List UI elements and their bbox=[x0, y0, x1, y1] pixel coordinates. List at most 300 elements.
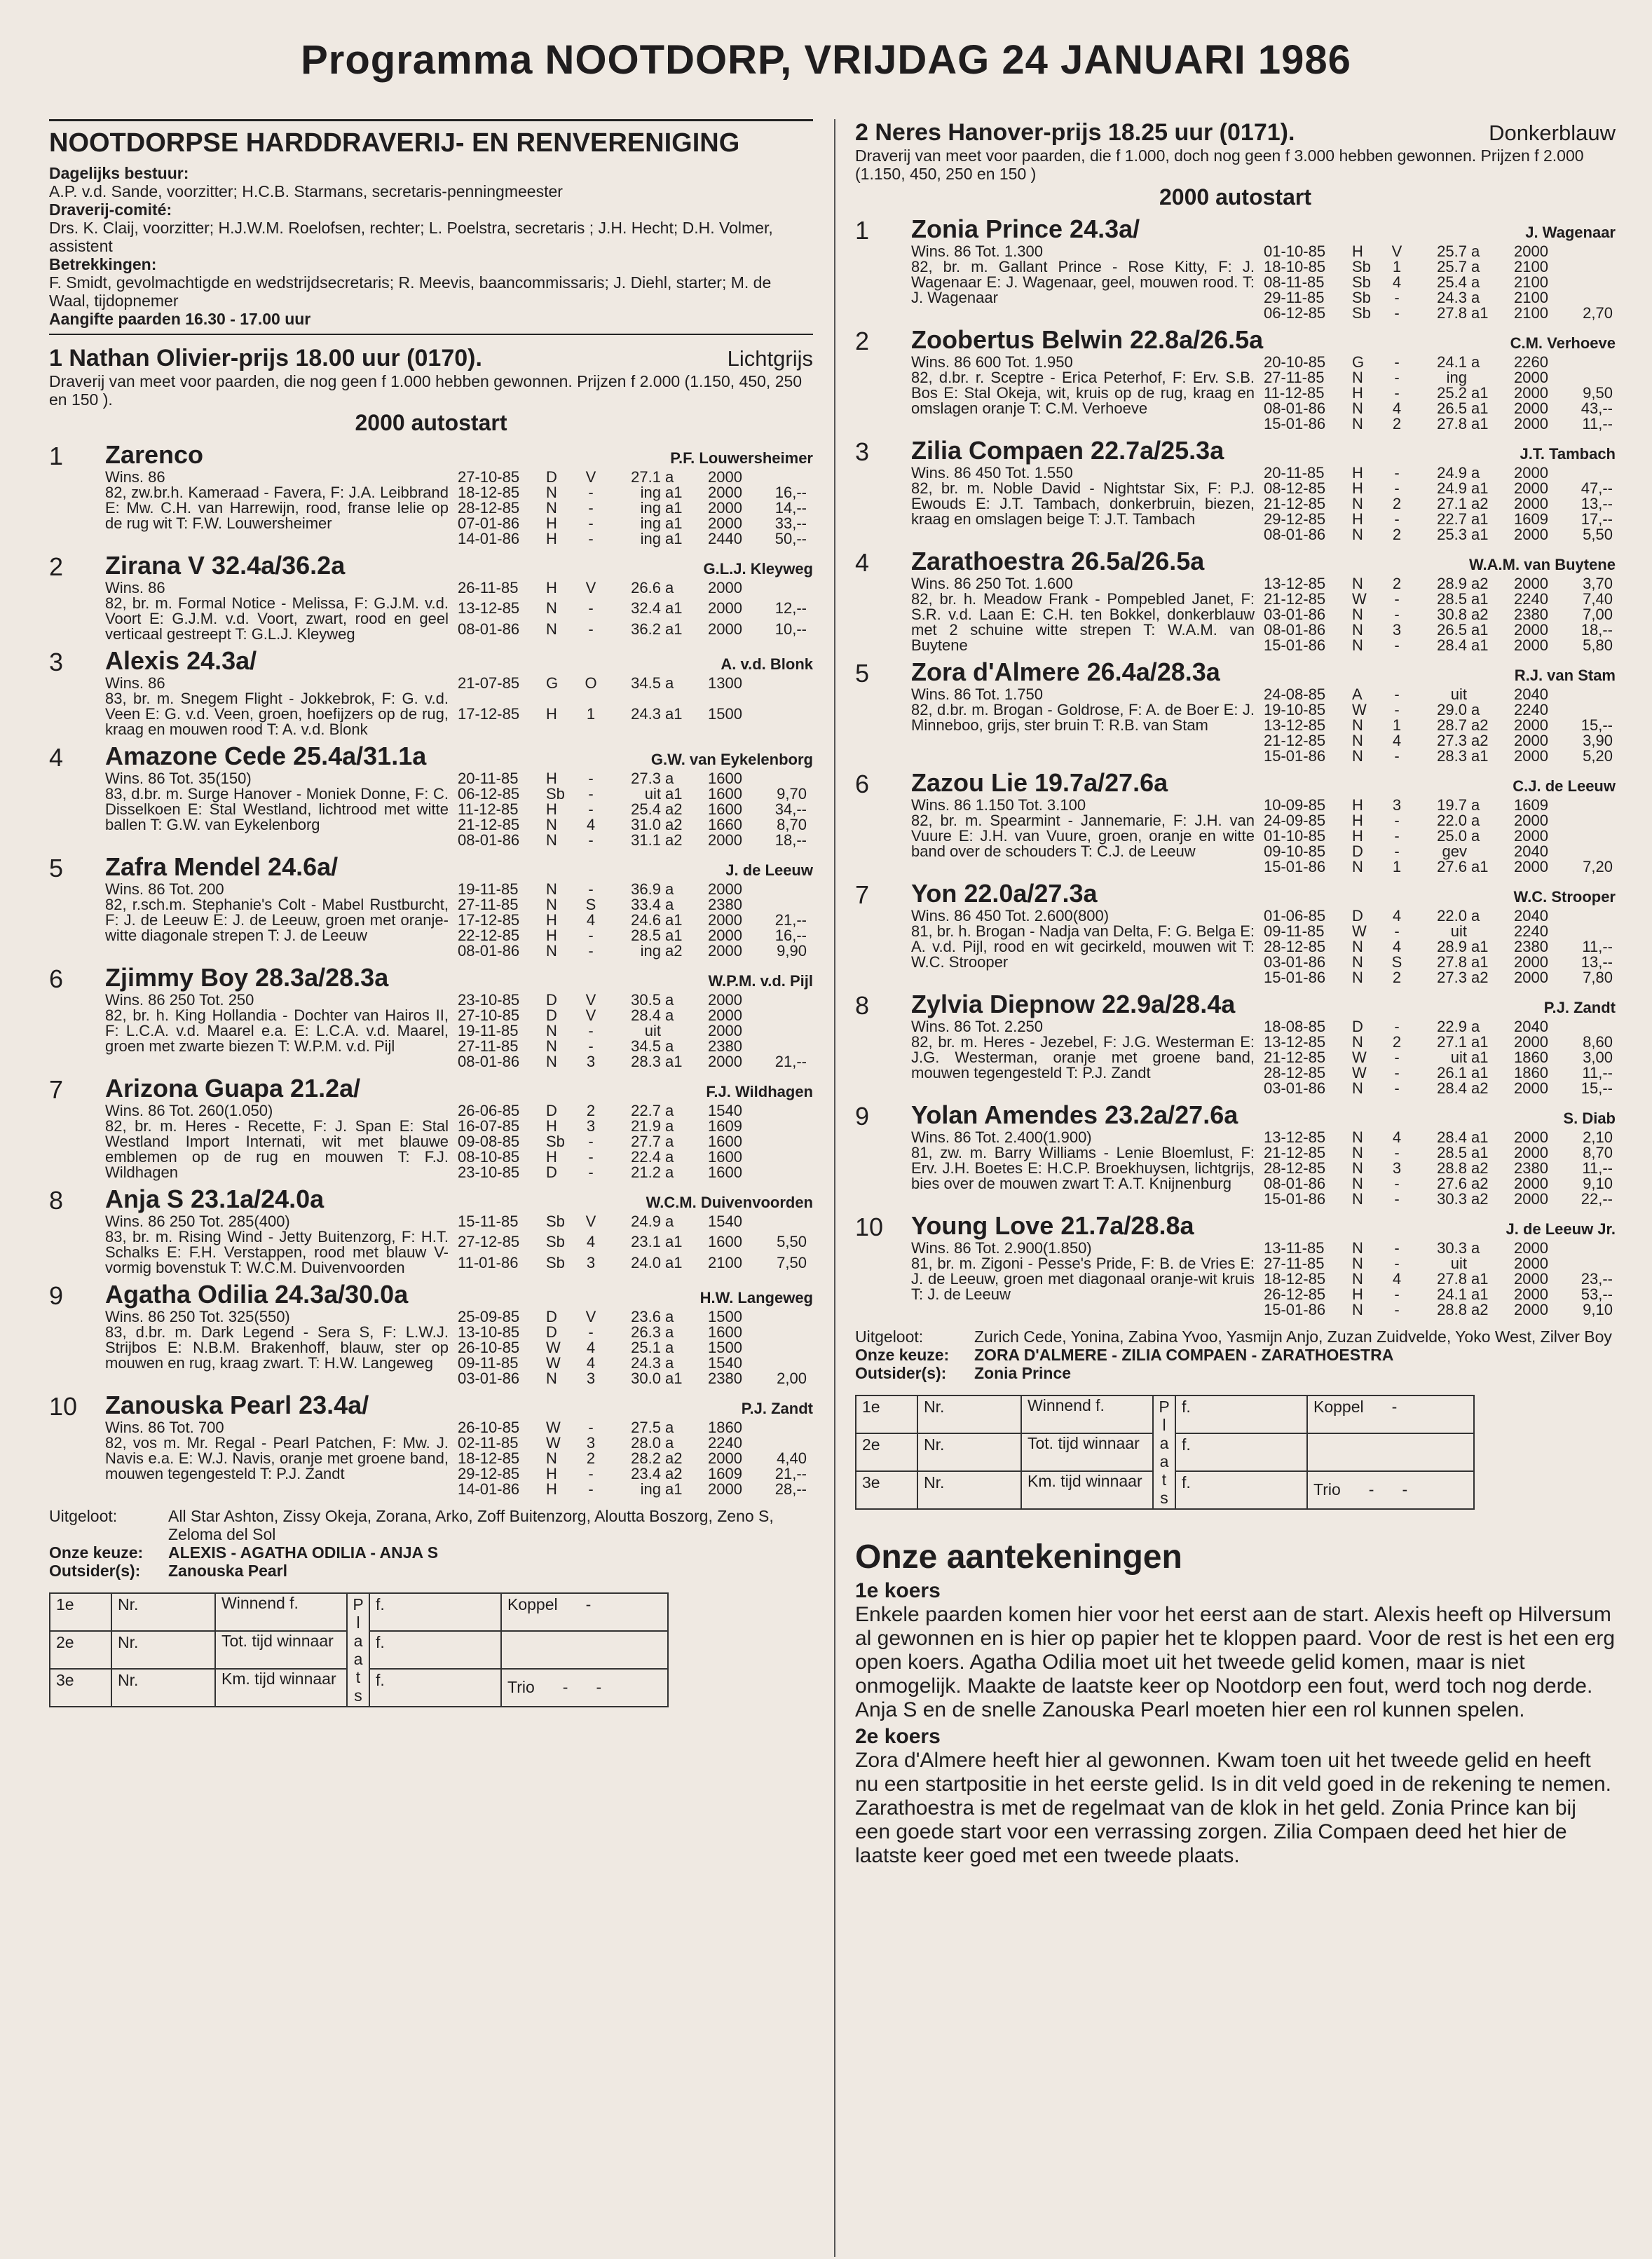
result-row bbox=[456, 1482, 809, 1497]
result-cell: 01-10-85 bbox=[1264, 243, 1326, 260]
result-cell: 11-12-85 bbox=[1264, 384, 1325, 402]
race-description: Draverij van meet voor paarden, die f 1.000, doch nog geen f 3.000 hebben gewonnen. Prijzen f 2.000 (1.150, 450, 250 en 150 ) bbox=[855, 146, 1584, 183]
result-cell: N bbox=[1352, 1144, 1363, 1161]
horse-header bbox=[105, 1185, 813, 1214]
result-cell: a1 bbox=[1471, 1285, 1489, 1303]
result-cell: 26-10-85 bbox=[458, 1339, 520, 1356]
result-cell: N bbox=[546, 1037, 557, 1055]
result-cell: 24.0 bbox=[631, 1253, 661, 1271]
result-cell: a bbox=[1471, 796, 1480, 814]
result-row bbox=[456, 485, 809, 500]
horse-body bbox=[105, 1391, 813, 1497]
outsider-label: Outsider(s): bbox=[855, 1364, 947, 1382]
horse-details bbox=[105, 580, 813, 642]
result-cell bbox=[744, 1134, 809, 1149]
result-cell: 27.3 bbox=[1437, 969, 1467, 986]
result-cell: 21-12-85 bbox=[458, 816, 520, 833]
result-cell: 23.6 bbox=[631, 1308, 661, 1325]
result-row bbox=[1262, 370, 1615, 385]
result-cell: Sb bbox=[546, 1133, 565, 1150]
horse-entry bbox=[855, 768, 1616, 875]
result-cell bbox=[744, 676, 809, 707]
result-cell bbox=[1550, 924, 1615, 939]
result-cell: 27.7 bbox=[631, 1133, 661, 1150]
result-cell: 21-12-85 bbox=[1264, 1049, 1326, 1066]
result-grid bbox=[855, 1395, 1475, 1510]
result-cell: V bbox=[585, 579, 596, 596]
result-cell: - bbox=[588, 831, 594, 849]
result-cell: 43,-- bbox=[1581, 400, 1613, 417]
grid-koppel bbox=[1307, 1395, 1474, 1433]
result-cell: a1 bbox=[1471, 858, 1489, 875]
grid-f: f. bbox=[1175, 1433, 1307, 1471]
result-cell: 13-10-85 bbox=[458, 1323, 520, 1341]
result-cell: 28-12-85 bbox=[1264, 1159, 1326, 1177]
result-cell bbox=[744, 1420, 809, 1435]
grid-nr: Nr. bbox=[917, 1395, 1021, 1433]
result-cell bbox=[744, 1039, 809, 1054]
result-cell: N bbox=[1352, 858, 1363, 875]
horse-name: Alexis 24.3a/ bbox=[105, 646, 257, 675]
result-cell: 13-12-85 bbox=[1264, 716, 1326, 734]
result-cell: 13,-- bbox=[1581, 495, 1613, 512]
result-cell: a1 bbox=[665, 1053, 683, 1070]
result-cell: a1 bbox=[1471, 621, 1489, 639]
result-cell: 19.7 bbox=[1437, 796, 1467, 814]
result-cell: 28.4 bbox=[1437, 1128, 1467, 1146]
result-cell: 4 bbox=[586, 911, 596, 929]
result-cell: 22.7 bbox=[1437, 510, 1467, 528]
horse-name: Zarathoestra 26.5a/26.5a bbox=[911, 547, 1205, 575]
horse-name: Yolan Amendes 23.2a/27.6a bbox=[911, 1100, 1238, 1129]
result-cell: 09-08-85 bbox=[458, 1133, 520, 1150]
result-cell: H bbox=[546, 927, 557, 944]
result-cell: 2040 bbox=[1514, 685, 1548, 703]
grid-f: f. bbox=[1175, 1395, 1307, 1433]
result-cell bbox=[744, 771, 809, 786]
result-cell: a bbox=[665, 1339, 674, 1356]
trio-line bbox=[1313, 1480, 1468, 1499]
grid-plaats: P l a a t s bbox=[1153, 1395, 1175, 1509]
result-cell: 33.4 bbox=[631, 896, 661, 913]
result-cell: - bbox=[1394, 1285, 1400, 1303]
result-cell: 2000 bbox=[1514, 384, 1548, 402]
result-cell: a bbox=[1471, 243, 1480, 260]
result-cell: - bbox=[588, 942, 594, 960]
result-cell: N bbox=[546, 896, 557, 913]
result-cell: a1 bbox=[1471, 1064, 1489, 1081]
result-cell: 2000 bbox=[1514, 1285, 1548, 1303]
grid-nr: Nr. bbox=[917, 1471, 1021, 1509]
result-cell: 2000 bbox=[1514, 827, 1548, 845]
result-cell bbox=[1550, 244, 1615, 259]
result-cell: a1 bbox=[665, 785, 683, 803]
result-cell: N bbox=[546, 1022, 557, 1039]
org-heading: Dagelijks bestuur: bbox=[49, 164, 189, 182]
result-cell: 4,40 bbox=[777, 1449, 807, 1467]
result-cell: 25-09-85 bbox=[458, 1308, 520, 1325]
outsider-value: Zonia Prince bbox=[974, 1364, 1072, 1382]
result-cell: 3,00 bbox=[1583, 1049, 1613, 1066]
horse-entry bbox=[49, 646, 813, 737]
result-cell: 20-11-85 bbox=[458, 770, 519, 787]
result-cell: 2240 bbox=[708, 1434, 742, 1452]
horse-details bbox=[105, 1309, 813, 1386]
result-cell: uit bbox=[1450, 1049, 1467, 1066]
result-row bbox=[456, 1451, 809, 1466]
grid-label: Tot. tijd winnaar bbox=[215, 1631, 347, 1669]
horse-entry bbox=[855, 1100, 1616, 1207]
result-cell: a1 bbox=[1471, 1033, 1489, 1051]
horse-info: Wins. 86 Tot. 200 82, r.sch.m. Stephanie's Colt - Mabel Rustburcht, F: J. de Leeuw E: J. de Leeuw, groen met oranje-witte diagonale strepen T: J. de Leeuw bbox=[105, 880, 449, 944]
uitgeloot-row bbox=[855, 1328, 1616, 1346]
outsider-label: Outsider(s): bbox=[49, 1562, 141, 1580]
horse-body bbox=[105, 1185, 813, 1276]
result-cell: 15-01-86 bbox=[1264, 1190, 1326, 1208]
horse-header bbox=[105, 1391, 813, 1420]
horse-body bbox=[911, 657, 1616, 764]
result-row bbox=[456, 1255, 809, 1276]
horse-number: 7 bbox=[855, 880, 870, 909]
result-cell: 7,20 bbox=[1583, 858, 1613, 875]
result-row bbox=[456, 1234, 809, 1255]
result-cell: 7,50 bbox=[777, 1253, 807, 1271]
result-cell: 2000 bbox=[708, 1480, 742, 1498]
result-cell bbox=[1550, 465, 1615, 481]
results-table bbox=[1262, 687, 1615, 764]
result-cell: 16-07-85 bbox=[458, 1117, 520, 1135]
result-cell: 2100 bbox=[708, 1253, 742, 1271]
horse-entry bbox=[855, 1211, 1616, 1318]
horse-entry bbox=[49, 963, 813, 1070]
result-cell: 2000 bbox=[1514, 575, 1548, 592]
result-cell: D bbox=[546, 1308, 557, 1325]
result-cell: N bbox=[1352, 1175, 1363, 1192]
result-cell: a2 bbox=[1471, 716, 1489, 734]
result-cell: 24.9 bbox=[1437, 464, 1467, 482]
result-cell: 30.3 bbox=[1437, 1239, 1467, 1257]
result-cell: 30.0 bbox=[631, 1370, 661, 1387]
result-cell: 24-08-85 bbox=[1264, 685, 1326, 703]
trio-dash: - bbox=[596, 1678, 602, 1696]
result-cell: 2000 bbox=[708, 484, 742, 501]
org-heading: Draverij-comité: bbox=[49, 200, 172, 219]
result-cell: 2000 bbox=[1514, 1301, 1548, 1318]
horse-body bbox=[911, 1100, 1616, 1207]
result-cell: - bbox=[588, 1037, 594, 1055]
result-cell: - bbox=[1394, 369, 1400, 386]
horse-info: Wins. 86 450 Tot. 1.550 82, br. m. Noble David - Nightstar Six, F: P.J. Ewouds E: J.T. Tambach, donkerbruin, biezen, kraag en omslagen beige T: J.T. Tambach bbox=[911, 464, 1255, 528]
result-cell: 2380 bbox=[708, 896, 742, 913]
result-cell: 2,70 bbox=[1583, 304, 1613, 322]
result-cell: a bbox=[665, 880, 674, 898]
result-row bbox=[1262, 290, 1615, 306]
result-cell: 4 bbox=[1392, 400, 1402, 417]
result-cell: 27-11-85 bbox=[458, 896, 519, 913]
result-row bbox=[1262, 970, 1615, 985]
result-row bbox=[1262, 622, 1615, 638]
result-cell: 08-01-86 bbox=[458, 942, 520, 960]
result-cell: a1 bbox=[1471, 510, 1489, 528]
result-cell: N bbox=[546, 816, 557, 833]
horse-name: Zafra Mendel 24.6a/ bbox=[105, 852, 339, 881]
result-cell: H bbox=[546, 911, 557, 929]
result-cell: N bbox=[1352, 953, 1363, 971]
result-cell: 1540 bbox=[708, 1354, 742, 1372]
result-cell: 5,50 bbox=[777, 1233, 807, 1251]
result-cell: 4 bbox=[1392, 907, 1402, 924]
result-cell: a2 bbox=[1471, 1301, 1489, 1318]
result-cell: 1600 bbox=[708, 1148, 742, 1166]
result-cell: 11-01-86 bbox=[458, 1253, 519, 1271]
result-cell: 1500 bbox=[708, 1339, 742, 1356]
result-cell: 24.9 bbox=[1437, 479, 1467, 497]
grid-place: 3e bbox=[856, 1471, 917, 1509]
result-cell: a bbox=[665, 1102, 674, 1119]
result-cell: 22-12-85 bbox=[458, 927, 520, 944]
horse-entry bbox=[49, 1280, 813, 1386]
horse-body bbox=[105, 646, 813, 737]
result-cell: a1 bbox=[665, 484, 683, 501]
result-cell: H bbox=[1352, 827, 1363, 845]
result-cell bbox=[1469, 1256, 1501, 1271]
result-cell: 27-10-85 bbox=[458, 1006, 520, 1024]
result-cell: 28.4 bbox=[1437, 636, 1467, 654]
result-cell: - bbox=[1394, 1190, 1400, 1208]
result-row bbox=[456, 1340, 809, 1356]
trio-label: Trio bbox=[507, 1678, 535, 1696]
results-table bbox=[1262, 465, 1615, 542]
result-row bbox=[456, 531, 809, 547]
result-cell: a2 bbox=[665, 942, 683, 960]
result-cell: 2 bbox=[1392, 1033, 1402, 1051]
result-cell: a2 bbox=[665, 831, 683, 849]
result-cell: Sb bbox=[546, 785, 565, 803]
result-cell: a bbox=[1471, 907, 1480, 924]
result-cell: 4 bbox=[586, 1233, 596, 1251]
grid-place: 2e bbox=[50, 1631, 111, 1669]
result-row bbox=[1262, 401, 1615, 416]
result-cell: 25.1 bbox=[631, 1339, 661, 1356]
result-cell: 21-07-85 bbox=[458, 674, 520, 692]
result-cell bbox=[1469, 370, 1501, 385]
result-cell: a bbox=[1471, 701, 1480, 718]
result-cell bbox=[744, 1356, 809, 1371]
horse-driver: C.M. Verhoeve bbox=[1510, 334, 1616, 352]
grid-place: 2e bbox=[856, 1433, 917, 1471]
result-cell bbox=[1550, 798, 1615, 813]
horse-driver: S. Diab bbox=[1563, 1110, 1616, 1127]
result-cell: N bbox=[546, 880, 557, 898]
result-cell: V bbox=[585, 991, 596, 1009]
result-cell: 2000 bbox=[708, 499, 742, 517]
result-cell bbox=[1550, 370, 1615, 385]
result-cell: W bbox=[1352, 922, 1367, 940]
result-cell bbox=[744, 897, 809, 913]
result-row bbox=[1262, 592, 1615, 607]
result-cell: 3 bbox=[586, 1370, 596, 1387]
uitgeloot-label: Uitgeloot: bbox=[49, 1507, 118, 1525]
result-cell: 22.0 bbox=[1437, 812, 1467, 829]
result-cell: 21.9 bbox=[631, 1117, 661, 1135]
horse-name: Zanouska Pearl 23.4a/ bbox=[105, 1391, 369, 1419]
result-row bbox=[456, 771, 809, 786]
result-cell: H bbox=[1352, 812, 1363, 829]
result-cell: Sb bbox=[546, 1253, 565, 1271]
result-row bbox=[1262, 844, 1615, 859]
race-distance: 2000 autostart bbox=[1159, 184, 1311, 210]
horse-info: Wins. 86 Tot. 2.900(1.850) 81, br. m. Zigoni - Pesse's Pride, F: B. de Vries E: J. de Leeuw, groen met diagonaal oranje-wit kruis T: J. de Leeuw bbox=[911, 1239, 1255, 1303]
horse-driver: H.W. Langeweg bbox=[699, 1289, 813, 1306]
result-cell: 28.8 bbox=[1437, 1159, 1467, 1177]
result-cell: 2000 bbox=[1514, 732, 1548, 749]
result-cell bbox=[744, 1119, 809, 1134]
result-cell: N bbox=[1352, 1128, 1363, 1146]
result-cell: - bbox=[1394, 1064, 1400, 1081]
result-cell: - bbox=[1394, 922, 1400, 940]
result-cell: a1 bbox=[665, 530, 683, 547]
result-cell: N bbox=[1352, 369, 1363, 386]
result-cell: a1 bbox=[1471, 938, 1489, 955]
result-cell: - bbox=[588, 1419, 594, 1436]
result-cell: 2000 bbox=[708, 1053, 742, 1070]
horse-name: Zilia Compaen 22.7a/25.3a bbox=[911, 436, 1224, 465]
result-cell bbox=[1550, 702, 1615, 718]
notes-heading: 2e koers bbox=[855, 1725, 941, 1748]
result-cell: 27.6 bbox=[1437, 1175, 1467, 1192]
horse-entry bbox=[855, 214, 1616, 321]
result-cell: 18,-- bbox=[1581, 621, 1613, 639]
result-cell: - bbox=[1394, 289, 1400, 306]
result-cell: 2000 bbox=[1514, 969, 1548, 986]
result-row bbox=[456, 882, 809, 897]
result-cell: 23-10-85 bbox=[458, 1163, 520, 1181]
result-cell: 50,-- bbox=[774, 530, 807, 547]
result-row bbox=[1262, 1271, 1615, 1287]
result-cell: N bbox=[546, 1370, 557, 1387]
result-row bbox=[1262, 527, 1615, 542]
results-table bbox=[456, 992, 809, 1070]
result-cell: 03-01-86 bbox=[1264, 606, 1326, 623]
result-cell: 1300 bbox=[708, 674, 742, 692]
result-cell: a1 bbox=[665, 1253, 683, 1271]
result-row bbox=[1262, 1192, 1615, 1207]
result-cell: 27.8 bbox=[1437, 1270, 1467, 1288]
result-cell: 2000 bbox=[708, 620, 742, 638]
result-cell: 2000 bbox=[1514, 369, 1548, 386]
grid-koppel bbox=[501, 1593, 668, 1631]
result-cell: - bbox=[1394, 1079, 1400, 1097]
result-cell: - bbox=[588, 620, 594, 638]
result-cell: a bbox=[1471, 258, 1480, 275]
result-cell: a1 bbox=[665, 1233, 683, 1251]
horse-details bbox=[911, 355, 1616, 432]
result-cell: H bbox=[546, 800, 557, 818]
grid-plaats: P l a a t s bbox=[347, 1593, 369, 1707]
result-cell: a bbox=[1471, 273, 1480, 291]
result-cell: - bbox=[1394, 1175, 1400, 1192]
left-column bbox=[49, 119, 813, 1707]
results-table bbox=[1262, 355, 1615, 432]
page-title: Programma NOOTDORP, VRIJDAG 24 JANUARI 1986 bbox=[301, 37, 1351, 83]
result-cell: N bbox=[1352, 747, 1363, 765]
result-cell: N bbox=[1352, 1079, 1363, 1097]
result-cell: 2000 bbox=[1514, 953, 1548, 971]
horse-number: 6 bbox=[49, 964, 64, 993]
result-row bbox=[456, 1103, 809, 1119]
horse-name: Zirana V 32.4a/36.2a bbox=[105, 551, 346, 580]
result-row bbox=[456, 1420, 809, 1435]
horse-entry bbox=[855, 879, 1616, 985]
org-heading: Betrekkingen: bbox=[49, 255, 157, 273]
result-cell: H bbox=[546, 579, 557, 596]
horse-number: 3 bbox=[49, 648, 64, 676]
result-cell: 24.3 bbox=[1437, 289, 1467, 306]
result-cell: 10-09-85 bbox=[1264, 796, 1326, 814]
result-cell: 8,60 bbox=[1583, 1033, 1613, 1051]
result-cell: N bbox=[546, 1449, 557, 1467]
result-cell: - bbox=[1394, 606, 1400, 623]
koppel-label: Koppel bbox=[507, 1595, 558, 1613]
result-cell: 19-10-85 bbox=[1264, 701, 1326, 718]
result-cell: D bbox=[546, 991, 557, 1009]
result-cell: - bbox=[588, 484, 594, 501]
result-cell: 16,-- bbox=[774, 927, 807, 944]
result-cell: 09-10-85 bbox=[1264, 842, 1326, 860]
result-cell: 27-11-85 bbox=[1264, 1255, 1325, 1272]
result-cell: 11-12-85 bbox=[458, 800, 519, 818]
result-cell: - bbox=[1394, 1049, 1400, 1066]
result-cell: a2 bbox=[1471, 1190, 1489, 1208]
result-cell: - bbox=[1394, 747, 1400, 765]
race-footer bbox=[855, 1328, 1616, 1382]
result-cell: 1600 bbox=[708, 785, 742, 803]
horse-header bbox=[105, 963, 813, 992]
horse-header bbox=[911, 214, 1616, 244]
result-cell: - bbox=[1394, 636, 1400, 654]
result-cell: 2380 bbox=[1514, 606, 1548, 623]
result-cell: 3,70 bbox=[1583, 575, 1613, 592]
result-cell: 2 bbox=[586, 1102, 596, 1119]
result-row bbox=[1262, 1302, 1615, 1318]
result-cell: Sb bbox=[1352, 273, 1371, 291]
results-table bbox=[1262, 798, 1615, 875]
result-cell: ing bbox=[640, 942, 661, 960]
result-cell: 1 bbox=[1392, 858, 1402, 875]
result-cell: 06-12-85 bbox=[458, 785, 520, 803]
result-cell bbox=[1550, 908, 1615, 924]
result-cell: a bbox=[665, 674, 674, 692]
result-cell: - bbox=[1394, 479, 1400, 497]
result-cell: a1 bbox=[1471, 479, 1489, 497]
result-cell: 4 bbox=[1392, 1128, 1402, 1146]
result-cell: 2240 bbox=[1514, 922, 1548, 940]
result-cell: 08-11-85 bbox=[1264, 273, 1325, 291]
result-cell: 27.1 bbox=[631, 468, 661, 486]
horse-header bbox=[911, 1100, 1616, 1130]
result-cell: 28.7 bbox=[1437, 716, 1467, 734]
horse-name: Zjimmy Boy 28.3a/28.3a bbox=[105, 963, 389, 992]
result-cell: 2000 bbox=[1514, 1270, 1548, 1288]
result-cell: 2000 bbox=[708, 911, 742, 929]
result-cell: 2000 bbox=[708, 991, 742, 1009]
result-cell: a2 bbox=[665, 816, 683, 833]
result-cell: - bbox=[1394, 353, 1400, 371]
result-cell: N bbox=[1352, 1190, 1363, 1208]
trio-dash: - bbox=[1368, 1480, 1374, 1499]
result-cell: - bbox=[1394, 590, 1400, 608]
result-cell: 26-06-85 bbox=[458, 1102, 520, 1119]
